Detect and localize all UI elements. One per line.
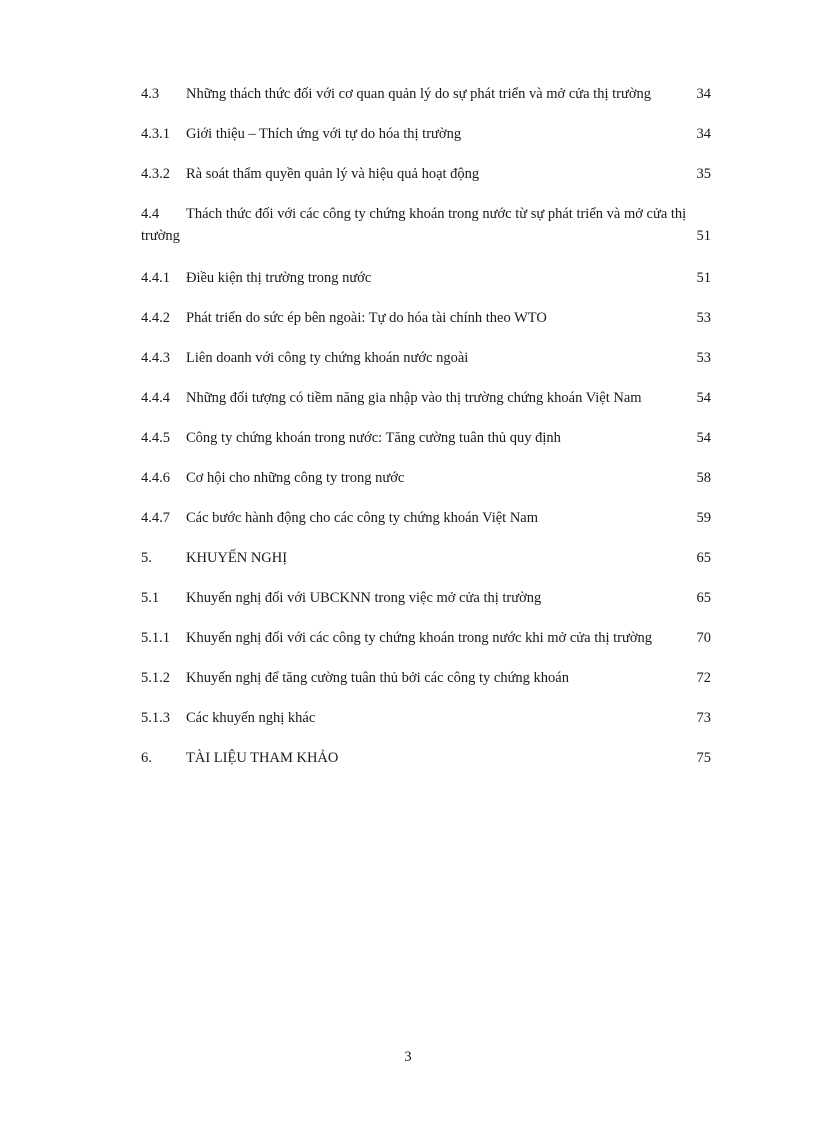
- toc-entry-6[interactable]: [141, 748, 711, 788]
- toc-entry-page: 73: [696, 710, 711, 726]
- toc-entry-4-3-1[interactable]: [141, 124, 711, 164]
- toc-entry-number: 4.3.1: [141, 126, 170, 142]
- toc-entry-page: 51: [696, 270, 711, 286]
- toc-entry-5-1-3[interactable]: [141, 708, 711, 748]
- toc-entry-page: 53: [696, 310, 711, 326]
- toc-entry-page: 53: [696, 350, 711, 366]
- toc-entry-title: Khuyến nghị đối với UBCKNN trong việc mở cửa thị trường: [186, 590, 542, 606]
- toc-entry-number: 5.: [141, 550, 152, 566]
- toc-entry-4-4[interactable]: [141, 204, 711, 268]
- toc-entry-number: 5.1.3: [141, 710, 170, 726]
- toc-entry-4-4-5[interactable]: [141, 428, 711, 468]
- toc-entry-title: TÀI LIỆU THAM KHẢO: [186, 750, 339, 766]
- toc-entry-number: 4.4.1: [141, 270, 170, 286]
- toc-entry-title: Điều kiện thị trường trong nước: [186, 270, 372, 286]
- toc-entry-number: 4.4.5: [141, 430, 170, 446]
- toc-entry-4-4-7[interactable]: [141, 508, 711, 548]
- toc-entry-title: Thách thức đối với các công ty chứng khoán trong nước từ sự phát triển và mở cửa thị: [186, 206, 687, 222]
- toc-entry-page: 35: [696, 166, 711, 182]
- toc-entry-title: Các bước hành động cho các công ty chứng khoán Việt Nam: [186, 510, 539, 526]
- toc-entry-title: Công ty chứng khoán trong nước: Tăng cường tuân thủ quy định: [186, 430, 561, 446]
- toc-entry-number: 4.4.2: [141, 310, 170, 326]
- toc-entry-number: 5.1.2: [141, 670, 170, 686]
- toc-entry-number: 4.4: [141, 206, 160, 222]
- toc-entry-number: 4.3.2: [141, 166, 170, 182]
- toc-entry-4-4-6[interactable]: [141, 468, 711, 508]
- toc-entry-4-4-2[interactable]: [141, 308, 711, 348]
- toc-entry-title: Khuyến nghị để tăng cường tuân thủ bởi các công ty chứng khoán: [186, 670, 569, 686]
- toc-entry-page: 65: [696, 590, 711, 606]
- toc-entry-title: Rà soát thẩm quyền quản lý và hiệu quả hoạt động: [186, 166, 480, 182]
- toc-entry-page: 34: [696, 126, 711, 142]
- toc-entry-title: Phát triển do sức ép bên ngoài: Tự do hóa tài chính theo WTO: [186, 310, 547, 326]
- toc-entry-page: 58: [696, 470, 711, 486]
- toc-entry-number: 5.1: [141, 590, 160, 606]
- toc-entry-4-3[interactable]: [141, 84, 711, 124]
- toc-entry-title: Những đối tượng có tiềm năng gia nhập vào thị trường chứng khoán Việt Nam: [186, 390, 642, 406]
- toc-entry-number: 5.1.1: [141, 630, 170, 646]
- toc-entry-4-4-3[interactable]: [141, 348, 711, 388]
- toc-entry-page: 59: [696, 510, 711, 526]
- toc-entry-title: Giới thiệu – Thích ứng với tự do hóa thị trường: [186, 126, 462, 142]
- toc-entry-title: Liên doanh với công ty chứng khoán nước ngoài: [186, 350, 469, 366]
- toc-entry-4-4-4[interactable]: [141, 388, 711, 428]
- table-of-contents: [141, 84, 711, 788]
- toc-entry-number: 4.4.4: [141, 390, 170, 406]
- toc-entry-number: 4.3: [141, 86, 160, 102]
- toc-entry-page: 54: [696, 430, 711, 446]
- toc-entry-title: Khuyến nghị đối với các công ty chứng khoán trong nước khi mở cửa thị trường: [186, 630, 653, 646]
- toc-entry-title: KHUYẾN NGHỊ: [186, 550, 288, 566]
- toc-entry-page: 72: [696, 670, 711, 686]
- toc-entry-4-3-2[interactable]: [141, 164, 711, 204]
- toc-entry-page: 54: [696, 390, 711, 406]
- toc-entry-title: Các khuyến nghị khác: [186, 710, 316, 726]
- toc-entry-5-1-1[interactable]: [141, 628, 711, 668]
- toc-entry-number: 4.4.3: [141, 350, 170, 366]
- page-number: 3: [404, 1049, 412, 1065]
- toc-entry-5-1-2[interactable]: [141, 668, 711, 708]
- toc-entry-title: Cơ hội cho những công ty trong nước: [186, 470, 405, 486]
- toc-entry-4-4-1[interactable]: [141, 268, 711, 308]
- toc-entry-page: 65: [696, 550, 711, 566]
- toc-entry-page: 70: [696, 630, 711, 646]
- toc-entry-number: 6.: [141, 750, 152, 766]
- toc-entry-number: 4.4.6: [141, 470, 170, 486]
- toc-entry-title-continued: trường: [141, 228, 180, 244]
- toc-entry-5-1[interactable]: [141, 588, 711, 628]
- toc-entry-page: 34: [696, 86, 711, 102]
- toc-entry-title: Những thách thức đối với cơ quan quản lý do sự phát triển và mở cửa thị trường: [186, 86, 651, 102]
- toc-entry-number: 4.4.7: [141, 510, 170, 526]
- toc-entry-page: 75: [696, 750, 711, 766]
- toc-entry-page: 51: [696, 228, 711, 244]
- toc-entry-5[interactable]: [141, 548, 711, 588]
